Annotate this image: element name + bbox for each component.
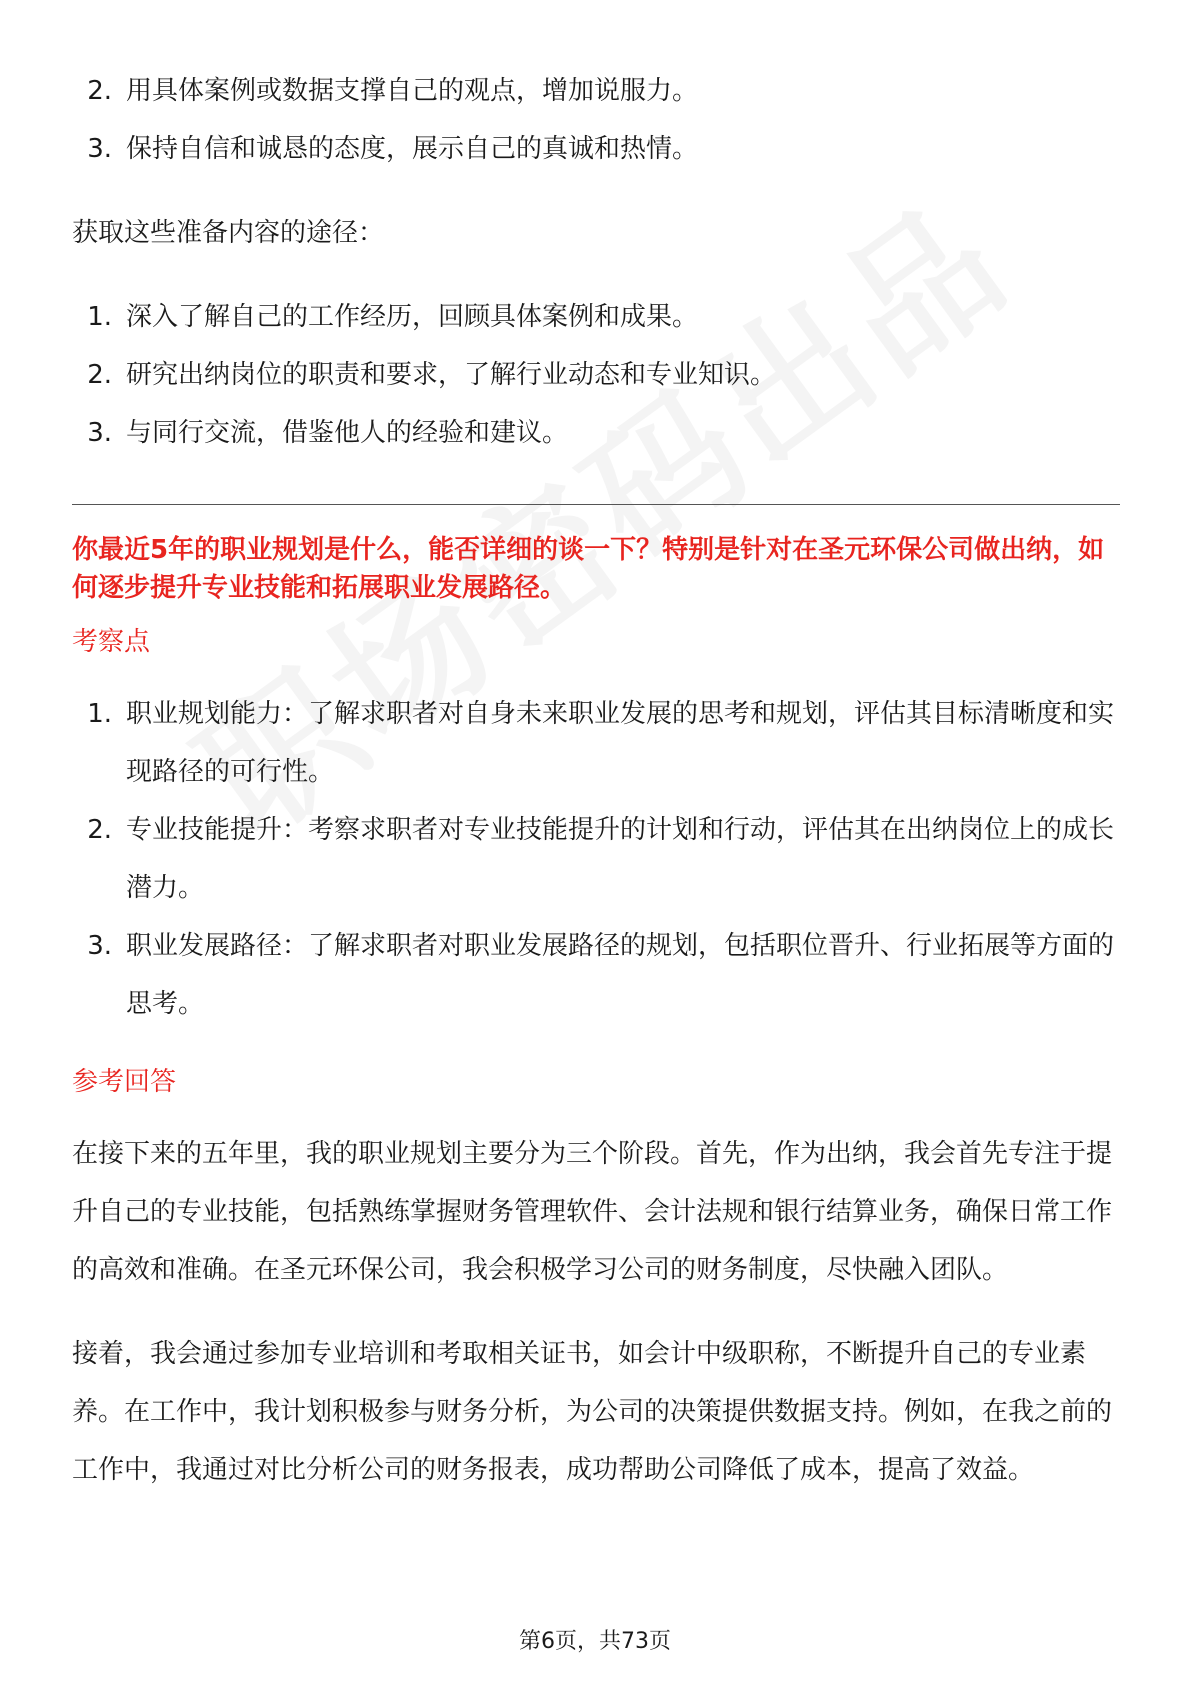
list-number: 1. — [87, 699, 112, 729]
tips-list — [72, 62, 1120, 178]
list-number: 3. — [87, 931, 112, 961]
list-number: 3. — [87, 418, 112, 448]
list-text: 与同行交流，借鉴他人的经验和建议。 — [126, 418, 569, 448]
list-text: 研究出纳岗位的职责和要求，了解行业动态和专业知识。 — [126, 360, 777, 390]
section-divider — [72, 504, 1120, 505]
list-text: 深入了解自己的工作经历，回顾具体案例和成果。 — [126, 302, 699, 332]
list-item — [72, 801, 1120, 917]
list-item — [72, 917, 1120, 1033]
list-number: 2. — [87, 360, 112, 390]
answer-paragraph: 在接下来的五年里，我的职业规划主要分为三个阶段。首先，作为出纳，我会首先专注于提升自己的专业技能，包括熟练掌握财务管理软件、会计法规和银行结算业务，确保日常工作的高效和准确。在圣元环保公司，我会积极学习公司的财务制度，尽快融入团队。 — [72, 1139, 1113, 1285]
page-number: 第6页，共73页 — [519, 1629, 671, 1654]
page-content — [72, 62, 1120, 1499]
list-item — [72, 288, 1120, 346]
list-number: 1. — [87, 302, 112, 332]
list-text: 用具体案例或数据支撑自己的观点，增加说服力。 — [126, 76, 699, 106]
list-number: 3. — [87, 134, 112, 164]
list-item — [72, 685, 1120, 801]
answer-heading: 参考回答 — [72, 1067, 177, 1097]
list-number: 2. — [87, 815, 112, 845]
list-item — [72, 346, 1120, 404]
list-text: 专业技能提升：考察求职者对专业技能提升的计划和行动，评估其在出纳岗位上的成长潜力。 — [126, 815, 1115, 903]
list-item — [72, 404, 1120, 462]
ways-heading: 获取这些准备内容的途径： — [72, 218, 385, 248]
list-text: 职业发展路径：了解求职者对职业发展路径的规划，包括职位晋升、行业拓展等方面的思考。 — [126, 931, 1115, 1019]
list-item — [72, 120, 1120, 178]
list-text: 职业规划能力：了解求职者对自身未来职业发展的思考和规划，评估其目标清晰度和实现路径的可行性。 — [126, 699, 1115, 787]
interview-question: 你最近5年的职业规划是什么，能否详细的谈一下？特别是针对在圣元环保公司做出纳，如何逐步提升专业技能和拓展职业发展路径。 — [72, 535, 1105, 603]
kaocha-heading: 考察点 — [72, 627, 151, 657]
list-text: 保持自信和诚恳的态度，展示自己的真诚和热情。 — [126, 134, 699, 164]
kaocha-list — [72, 685, 1120, 1033]
ways-list — [72, 288, 1120, 462]
list-item — [72, 62, 1120, 120]
list-number: 2. — [87, 76, 112, 106]
answer-paragraph: 接着，我会通过参加专业培训和考取相关证书，如会计中级职称，不断提升自己的专业素养。在工作中，我计划积极参与财务分析，为公司的决策提供数据支持。例如，在我之前的工作中，我通过对比分析公司的财务报表，成功帮助公司降低了成本，提高了效益。 — [72, 1339, 1113, 1485]
